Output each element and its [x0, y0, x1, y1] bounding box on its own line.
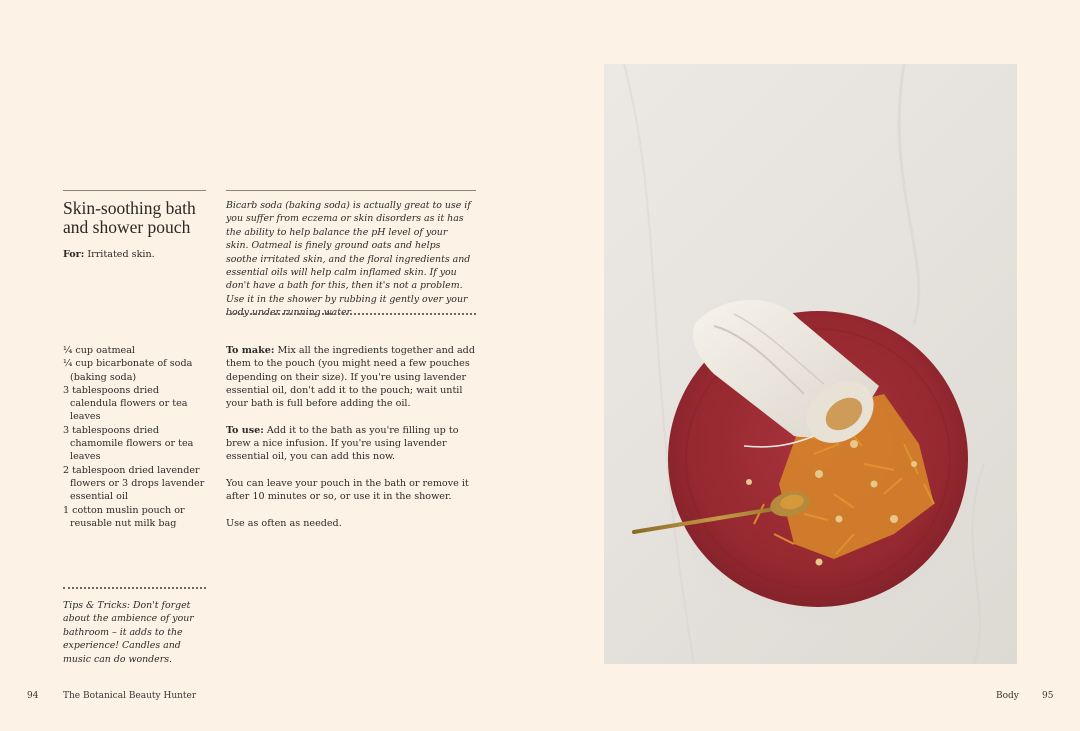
for-line [63, 248, 213, 261]
ingredient-item: ¼ cup bicarbonate of soda (baking soda) [63, 358, 193, 383]
for-value: Irritated skin. [87, 249, 155, 260]
intro-dotted-rule [226, 313, 476, 315]
frequency-paragraph: Use as often as needed. [226, 517, 342, 529]
use-text: Add it to the bath as you're filling up to brew a nice infusion. If you're using lavender essential oil, you can add this now. [226, 424, 459, 463]
book-title: The Botanical Beauty Hunter [63, 691, 197, 701]
ingredient-item: ¼ cup oatmeal [63, 345, 136, 356]
product-photo [604, 64, 1017, 664]
title-rule [63, 190, 206, 191]
use-paragraph [226, 424, 478, 464]
ingredient-item: 1 cotton muslin pouch or reusable nut milk bag [63, 504, 185, 529]
tips-text: Tips & Tricks: Don't forget about the ambience of your bathroom – it adds to the experience! Candles and music can do wonders. [63, 600, 194, 665]
make-label: To make: [226, 345, 275, 356]
plate-illustration [604, 64, 1017, 664]
pouch-paragraph: You can leave your pouch in the bath or remove it after 10 minutes or so, or use it in the shower. [226, 477, 469, 503]
ingredient-item: 3 tablespoons dried chamomile flowers or tea leaves [63, 424, 194, 463]
ingredient-item: 2 tablespoon dried lavender flowers or 3 drops lavender essential oil [63, 464, 205, 503]
for-label: For: [63, 249, 85, 260]
make-text: Mix all the ingredients together and add them to the pouch (you might need a few pouches depending on their size). If you're using lavender essential oil, don't add it to the pouch; wait until your bath is full before adding the oil. [226, 345, 475, 410]
method [226, 344, 478, 543]
intro-rule [226, 190, 476, 191]
intro-text: Bicarb soda (baking soda) is actually great to use if you suffer from eczema or skin disorders as it has the ability to help balance the pH level of your skin. Oatmeal is finely ground oats and helps soothe irritated skin, and the floral ingredients and essential oils will help calm inflamed skin. If you don't have a bath for this, then it's not a problem. Use it in the shower by rubbing it gently over your body under running water. [226, 200, 471, 319]
ingredient-item: 3 tablespoons dried calendula flowers or tea leaves [63, 384, 188, 423]
right-page-number: 95 [1042, 691, 1054, 701]
recipe-title: Skin-soothing bath and shower pouch [63, 198, 196, 237]
ingredient-list [63, 344, 208, 530]
left-page-number: 94 [27, 691, 39, 701]
tips-rule [63, 587, 206, 589]
make-paragraph [226, 344, 478, 410]
section-name: Body [996, 691, 1019, 701]
use-label: To use: [226, 424, 264, 436]
